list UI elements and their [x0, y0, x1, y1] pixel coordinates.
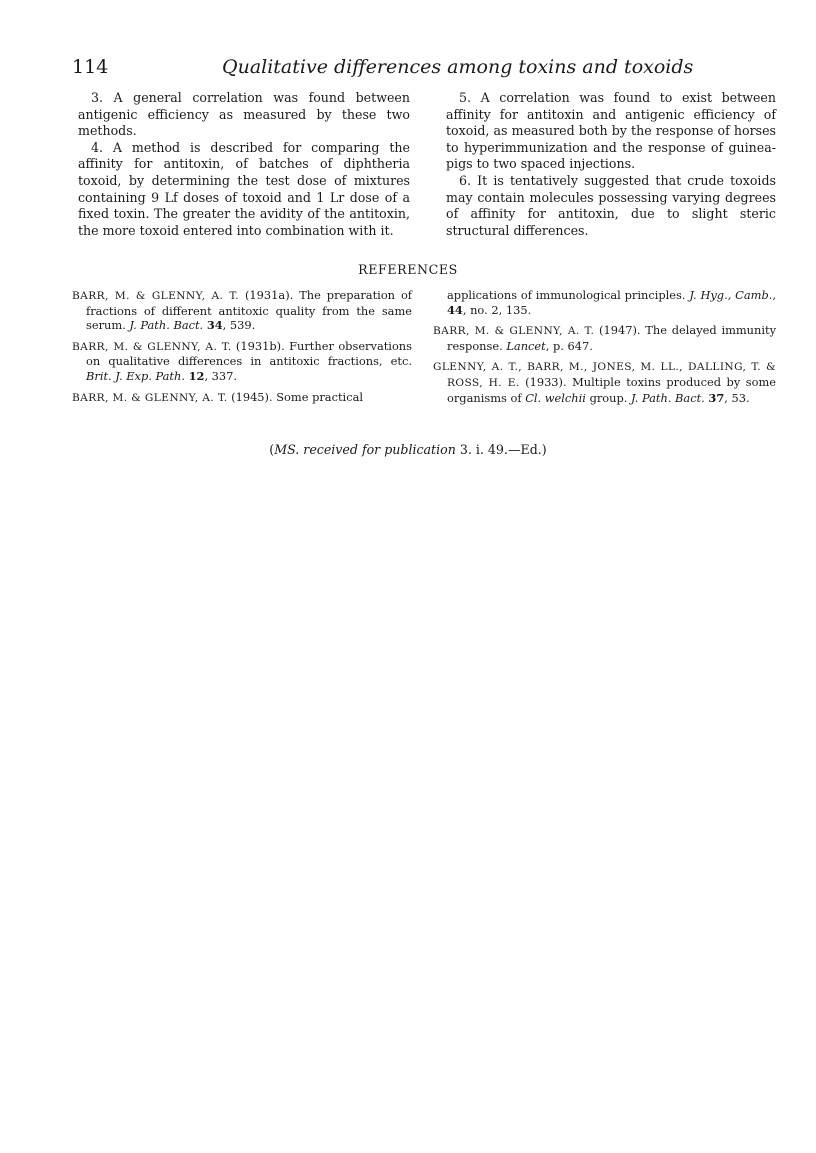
references-right-column	[433, 288, 776, 411]
page-number: 114	[72, 56, 109, 78]
summary-point-6: 6. It is tentatively suggested that crude toxoids may contain molecules possessing varying degrees of affinity for antitoxin, due to slight steric structural differences.	[446, 172, 776, 238]
summary-right-column	[446, 90, 776, 239]
running-title: Qualitative differences among toxins and toxoids	[222, 56, 694, 78]
summary-point-4: 4. A method is described for comparing the affinity for antitoxin, of batches of diphtheria toxoid, by determining the test dose of mixtures containing 9 Lf doses of toxoid and 1 Lr dose of a fixed toxin. The greater the avidity of the antitoxin, the more toxoid entered into combination with it.	[78, 139, 410, 238]
reference-item: BARR, M. & GLENNY, A. T. (1931b). Further observations on qualitative differences in antitoxic fractions, etc. Brit. J. Exp. Path. 12, 337.	[72, 338, 412, 383]
reference-item: GLENNY, A. T., BARR, M., JONES, M. LL., DALLING, T. & ROSS, H. E. (1933). Multiple toxins produced by some organisms of Cl. welchii group. J. Path. Bact. 37, 53.	[433, 361, 777, 405]
summary-left-column	[78, 90, 410, 239]
reference-item: BARR, M. & GLENNY, A. T. (1945). Some practical	[72, 389, 364, 404]
reference-item: BARR, M. & GLENNY, A. T. (1947). The delayed immunity response. Lancet, p. 647.	[433, 323, 777, 353]
reference-item: BARR, M. & GLENNY, A. T. (1931a). The preparation of fractions of different antitoxic quality from the same serum. J. Path. Bact. 34, 539.	[72, 288, 413, 333]
summary-point-3: 3. A general correlation was found between antigenic efficiency as measured by these two methods.	[78, 90, 410, 139]
references-heading: REFERENCES	[358, 262, 458, 277]
summary-point-5: 5. A correlation was found to exist between affinity for antitoxin and antigenic efficiency of toxoid, as measured both by the response of horses to hyperimmunization and the response of guinea-pigs to two spaced injections.	[446, 90, 776, 172]
manuscript-received-note: (MS. received for publication 3. i. 49.—Ed.)	[269, 442, 547, 457]
reference-item-continuation: applications of immunological principles. J. Hyg., Camb., 44, no. 2, 135.	[447, 288, 776, 317]
references-left-column	[72, 288, 412, 411]
